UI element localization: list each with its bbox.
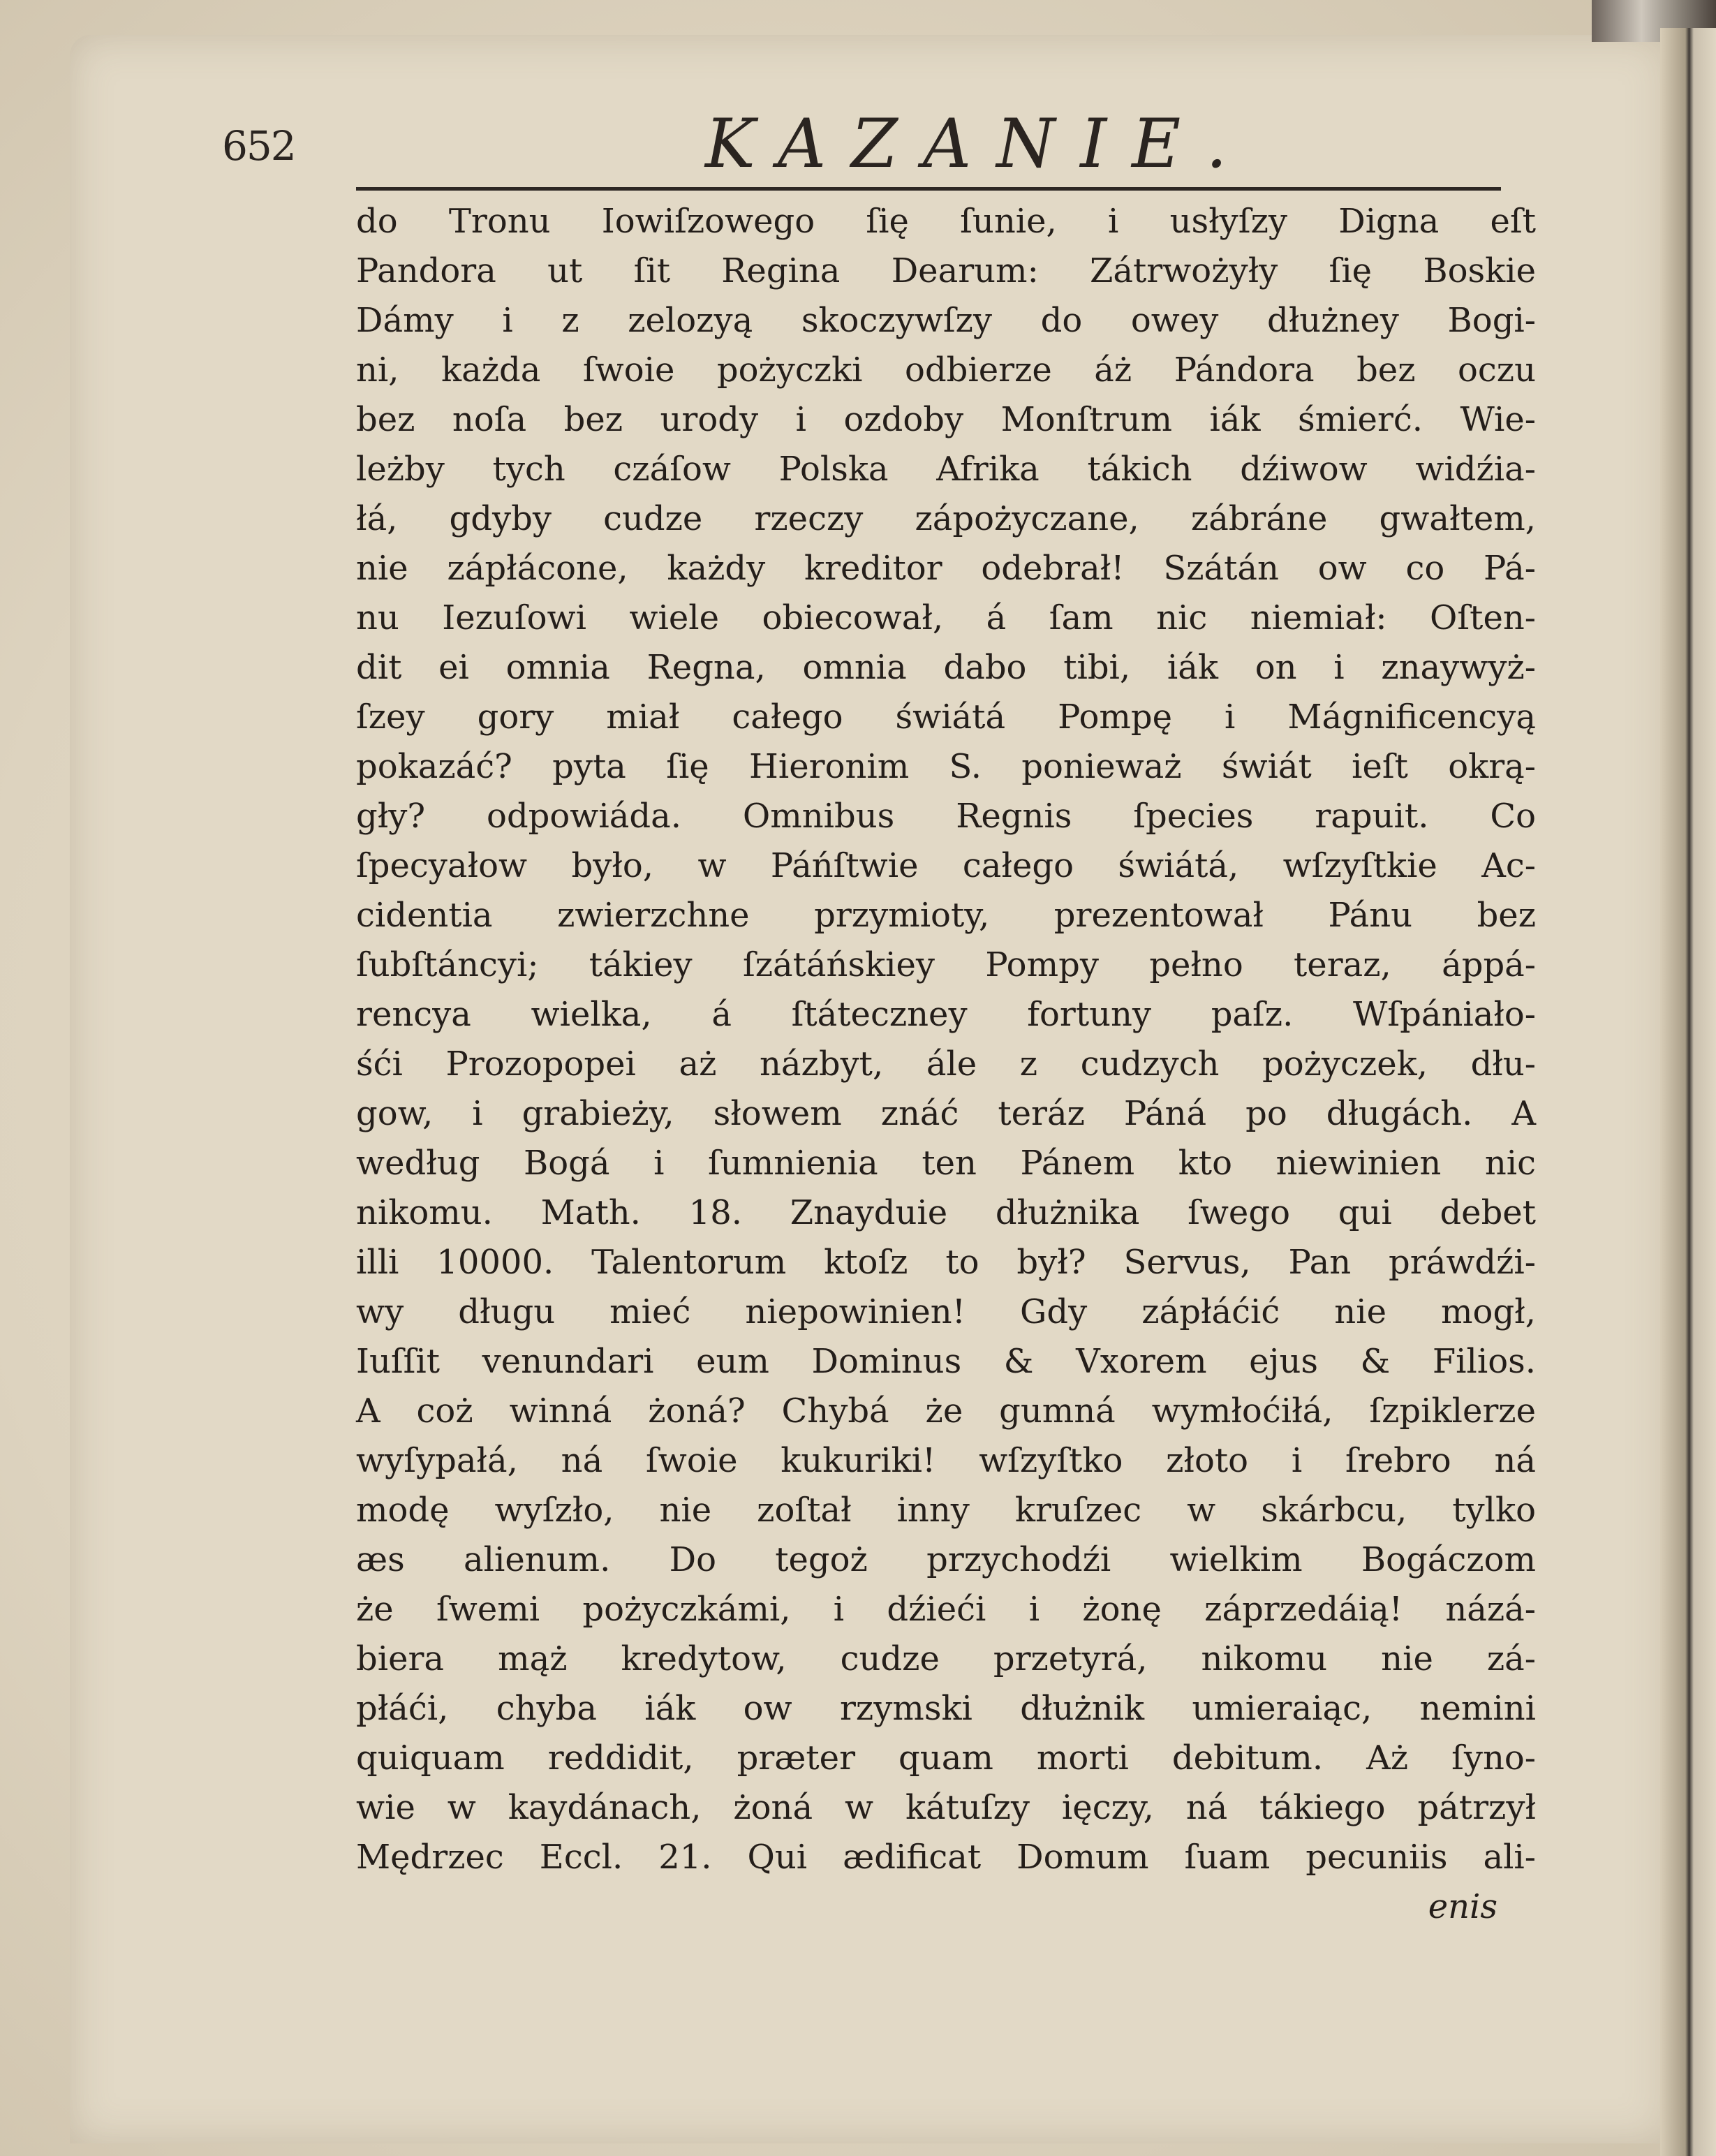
text-line: illi 10000. Talentorum ktoſz to był? Servus, Pan práwdźi-: [356, 1243, 1536, 1282]
catchword-container: [356, 1882, 1536, 1932]
text-line: rencya wielka, á ſtáteczney fortuny paſz. Wſpániało-: [356, 995, 1536, 1034]
text-line: leżby tych czáſow Polska Afrika tákich dźiwow widźia-: [356, 450, 1536, 489]
text-line: nikomu. Math. 18. Znayduie dłużnika ſwego qui debet: [356, 1193, 1536, 1232]
text-line: A coż winná żoná? Chybá że gumná wymłoćiłá, ſzpiklerze: [356, 1391, 1536, 1431]
text-line: nie zápłácone, każdy kreditor odebrał! Szátán ow co Pá-: [356, 549, 1536, 588]
text-line: biera mąż kredytow, cudze przetyrá, nikomu nie zá-: [356, 1639, 1536, 1678]
running-head: KAZANIE.: [705, 105, 1252, 183]
text-line: wie w kaydánach, żoná w kátuſzy ięczy, ná tákiego pátrzył: [356, 1788, 1536, 1827]
text-line: według Bogá i ſumnienia ten Pánem kto niewinien nic: [356, 1144, 1536, 1183]
text-line: nu Iezuſowi wiele obiecował, á ſam nic niemiał: Oſten-: [356, 598, 1536, 637]
text-line: wy długu mieć niepowinien! Gdy zápłáćić nie mogł,: [356, 1292, 1536, 1331]
text-line: gow, i grabieży, słowem znáć teráz Páná po długách. A: [356, 1094, 1536, 1133]
page-number: 652: [222, 122, 295, 170]
text-line: ſzey gory miał całego świátá Pompę i Mágnificencyą: [356, 697, 1536, 737]
text-line: Pandora ut ſit Regina Dearum: Zátrwożyły ſię Boskie: [356, 251, 1536, 290]
text-line: pokazáć? pyta ſię Hieronim S. ponieważ świát ieſt okrą-: [356, 747, 1536, 786]
text-line: łá, gdyby cudze rzeczy zápożyczane, zábráne gwałtem,: [356, 499, 1536, 538]
text-line: wyſypałá, ná ſwoie kukuriki! wſzyſtko złoto i ſrebro ná: [356, 1441, 1536, 1480]
text-line: gły? odpowiáda. Omnibus Regnis ſpecies rapuit. Co: [356, 797, 1536, 836]
text-line: quiquam reddidit, præter quam morti debitum. Aż ſyno-: [356, 1738, 1536, 1778]
book-gutter: [1660, 28, 1716, 2156]
catchword: enis: [1428, 1887, 1497, 1926]
header-rule: [356, 187, 1501, 191]
text-line: modę wyſzło, nie zoſtał inny kruſzec w skárbcu, tylko: [356, 1491, 1536, 1530]
text-line: ni, każda ſwoie pożyczki odbierze áż Pándora bez oczu: [356, 350, 1536, 390]
body-text: [356, 197, 1536, 1932]
text-line: Dámy i z zelozyą skoczywſzy do owey dłużney Bogi-: [356, 301, 1536, 340]
text-line: do Tronu Iowiſzowego ſię ſunie, i usłyſzy Digna eſt: [356, 202, 1536, 241]
text-line: ſpecyałow było, w Páńſtwie całego świátá, wſzyſtkie Ac-: [356, 846, 1536, 885]
text-line: Iuſſit venundari eum Dominus & Vxorem ejus & Filios.: [356, 1342, 1536, 1381]
text-line: bez noſa bez urody i ozdoby Monſtrum iák śmierć. Wie-: [356, 400, 1536, 439]
text-line: æs alienum. Do tegoż przychodźi wielkim Bogáczom: [356, 1540, 1536, 1579]
text-line: cidentia zwierzchne przymioty, prezentował Pánu bez: [356, 896, 1536, 935]
text-line: dit ei omnia Regna, omnia dabo tibi, iák on i znaywyż-: [356, 648, 1536, 687]
text-line: płáći, chyba iák ow rzymski dłużnik umieraiąc, nemini: [356, 1689, 1536, 1728]
text-line: że ſwemi pożyczkámi, i dźieći i żonę záprzedáią! názá-: [356, 1590, 1536, 1629]
text-line: śći Prozopopei aż názbyt, ále z cudzych pożyczek, dłu-: [356, 1044, 1536, 1084]
text-line: Mędrzec Eccl. 21. Qui ædificat Domum ſuam pecuniis ali-: [356, 1838, 1536, 1877]
text-line: ſubſtáncyi; tákiey ſzátáńskiey Pompy pełno teraz, áppá-: [356, 945, 1536, 984]
